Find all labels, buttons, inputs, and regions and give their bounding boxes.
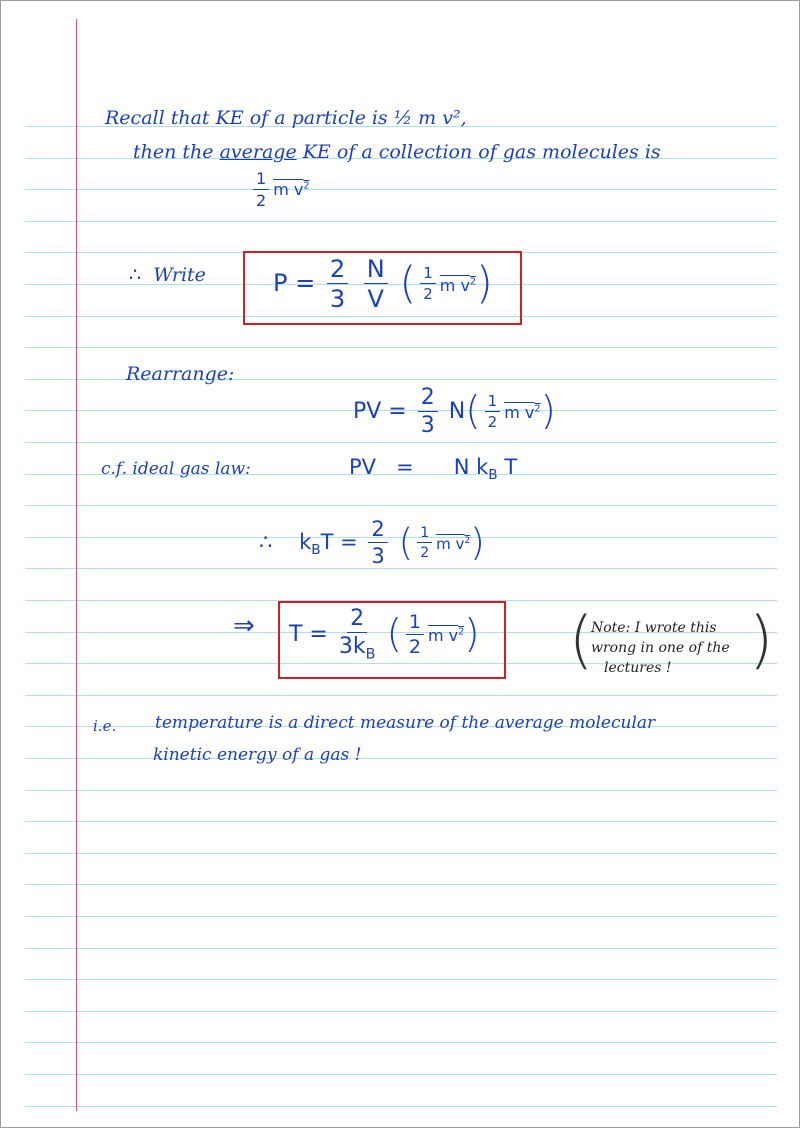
ruled-line bbox=[25, 189, 777, 190]
mv-squared: m $v^2$ bbox=[273, 179, 310, 199]
ruled-line bbox=[25, 1074, 777, 1075]
ruled-line bbox=[25, 790, 777, 791]
text-then-the: then the bbox=[133, 141, 214, 163]
note-right-paren: ) bbox=[749, 603, 774, 676]
ruled-line bbox=[25, 1011, 777, 1012]
text-ke-collection: KE of a collection of gas molecules is bbox=[302, 141, 661, 163]
ruled-line bbox=[25, 1106, 777, 1107]
text-ie: i.e. bbox=[93, 717, 117, 735]
implies-arrow: ⇒ bbox=[233, 611, 255, 641]
ruled-line bbox=[25, 821, 777, 822]
expr-half-mv2 bbox=[249, 171, 309, 209]
ruled-line bbox=[25, 884, 777, 885]
ruled-line bbox=[25, 695, 777, 696]
conclusion-line1: temperature is a direct measure of the average molecular bbox=[155, 713, 656, 733]
therefore-write: ∴ Write bbox=[129, 264, 206, 286]
equation-temperature: T = $\frac{2}{3k_B}$ ( $\frac{1}{2}$ m $v^2$) bbox=[289, 606, 480, 663]
equation-kbt: ∴ $k_BT$ = $\frac{2}{3}$ ( $\frac{1}{2}$ m $v^2$) bbox=[259, 517, 485, 568]
ruled-line bbox=[25, 347, 777, 348]
ruled-line bbox=[25, 979, 777, 980]
text-line-average-ke bbox=[133, 143, 661, 162]
ruled-line bbox=[25, 948, 777, 949]
text-cf-ideal-gas: c.f. ideal gas law: bbox=[101, 459, 251, 479]
side-note-line3: lectures ! bbox=[604, 660, 672, 676]
ruled-line bbox=[25, 442, 777, 443]
equation-ideal-gas: PV = N $k_B$ T bbox=[349, 455, 518, 484]
ruled-line bbox=[25, 853, 777, 854]
margin-line bbox=[76, 19, 77, 1111]
conclusion-line2: kinetic energy of a gas ! bbox=[153, 745, 362, 765]
fraction-half: $\frac{1}{2}$ bbox=[253, 171, 269, 209]
text-average-underlined: average bbox=[219, 141, 297, 163]
ruled-line bbox=[25, 505, 777, 506]
ruled-line bbox=[25, 1042, 777, 1043]
ruled-line bbox=[25, 916, 777, 917]
note-left-paren: ( bbox=[569, 603, 594, 676]
ruled-line bbox=[25, 568, 777, 569]
text-line-recall: Recall that KE of a particle is ½ m v², bbox=[105, 107, 467, 129]
side-note-line2: wrong in one of the bbox=[591, 640, 730, 656]
text-rearrange: Rearrange: bbox=[126, 363, 235, 385]
equation-pv: PV = $\frac{2}{3}$ N( $\frac{1}{2}$ m $v^2$) bbox=[353, 385, 556, 438]
ruled-line bbox=[25, 221, 777, 222]
ruled-line bbox=[25, 758, 777, 759]
equation-pressure: P = $\frac{2}{3}$ $\frac{N}{V}$ ( $\frac{1}{2}$ m $v^2$) bbox=[273, 255, 493, 313]
side-note-line1: Note: I wrote this bbox=[591, 620, 717, 636]
